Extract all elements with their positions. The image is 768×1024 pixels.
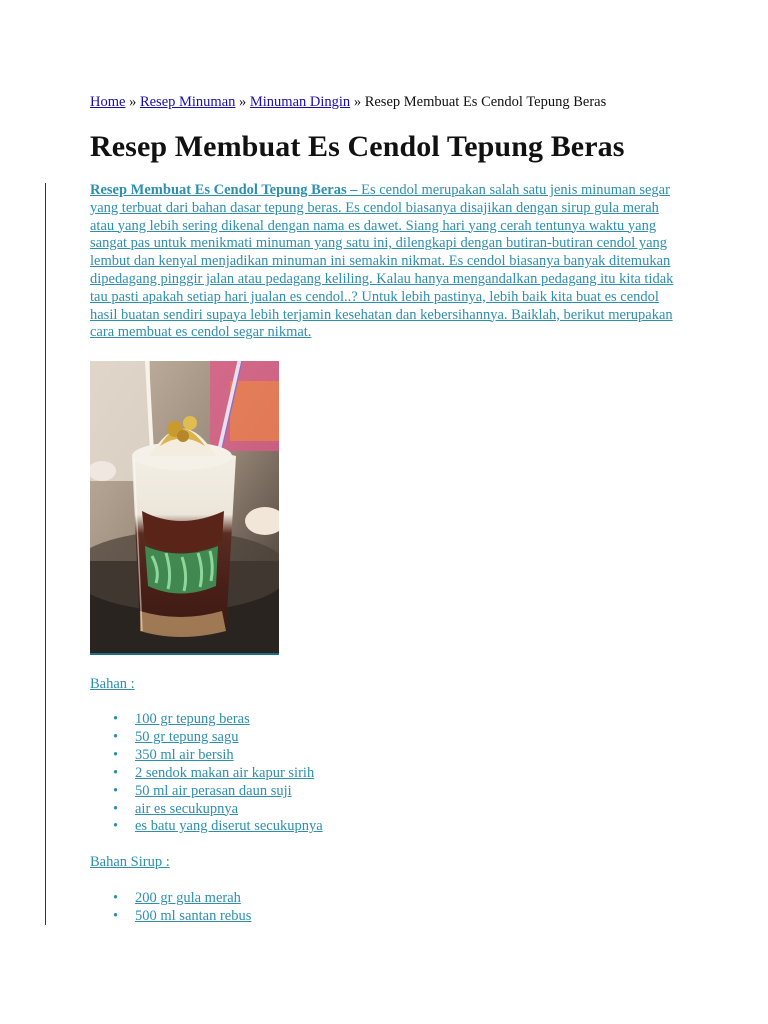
breadcrumb-separator: » xyxy=(239,94,247,110)
breadcrumb-current: Resep Membuat Es Cendol Tepung Beras xyxy=(364,94,607,110)
bahan-label[interactable]: Bahan : xyxy=(90,676,135,692)
bahan-list xyxy=(113,711,323,836)
breadcrumb-resep-minuman-link[interactable]: Resep Minuman xyxy=(139,94,236,110)
page-title: Resep Membuat Es Cendol Tepung Beras xyxy=(90,130,625,163)
list-item[interactable] xyxy=(113,818,323,836)
bullet-icon: • xyxy=(113,711,119,727)
list-item-text[interactable]: 200 gr gula merah xyxy=(135,890,241,906)
list-item-text[interactable]: 500 ml santan rebus xyxy=(135,907,252,924)
breadcrumb-separator: » xyxy=(129,94,137,110)
bullet-icon: • xyxy=(113,728,119,745)
list-item-text[interactable]: 50 gr tepung sagu xyxy=(135,728,239,745)
list-item-text[interactable]: 2 sendok makan air kapur sirih xyxy=(135,764,315,781)
list-item-text[interactable]: es batu yang diserut secukupnya xyxy=(135,818,323,835)
intro-paragraph[interactable] xyxy=(90,182,682,342)
es-cendol-photo xyxy=(90,361,279,655)
list-item-text[interactable]: 100 gr tepung beras xyxy=(135,711,250,727)
list-item-text[interactable]: 50 ml air perasan daun suji xyxy=(135,782,292,799)
breadcrumb-home-link[interactable]: Home xyxy=(90,94,126,110)
bullet-icon: • xyxy=(113,890,119,906)
bullet-icon: • xyxy=(113,764,119,781)
intro-body[interactable]: Es cendol merupakan salah satu jenis minuman segar yang terbuat dari bahan dasar tepung beras. Es cendol biasanya disajikan dengan sirup gula merah atau yang lebih sering dikenal dengan nama es dawet. Siang hari yang cerah tentunya waktu yang sangat pas untuk menikmati minuman yang satu ini, dilengkapi dengan butiran-butiran cendol yang lembut dan kenyal menjadikan minuman ini semakin nikmat. Es cendol biasanya banyak ditemukan dipedagang pinggir jalan atau pedagang keliling. Kalau hanya mengandalkan pedagang itu kita tidak tau pasti apakah setiap hari jualan es cendol..? Untuk lebih pastinya, lebih baik kita buat es cendol hasil buatan sendiri supaya lebih terjamin kesehatan dan kebersihannya. Baiklah, berikut merupakan cara membuat es cendol segar nikmat. xyxy=(90,182,674,341)
list-item[interactable] xyxy=(113,711,323,729)
list-item-text[interactable]: air es secukupnya xyxy=(135,800,239,817)
bullet-icon: • xyxy=(113,746,119,763)
list-item[interactable] xyxy=(113,729,323,747)
list-item-text[interactable]: 350 ml air bersih xyxy=(135,746,234,763)
list-item[interactable] xyxy=(113,783,323,801)
breadcrumb xyxy=(90,93,606,111)
bahan-sirup-list xyxy=(113,890,251,926)
list-item[interactable] xyxy=(113,747,323,765)
intro-lead[interactable]: Resep Membuat Es Cendol Tepung Beras – xyxy=(90,182,358,198)
breadcrumb-minuman-dingin-link[interactable]: Minuman Dingin xyxy=(249,94,351,110)
bullet-icon: • xyxy=(113,800,119,817)
breadcrumb-separator: » xyxy=(353,94,362,110)
bullet-icon: • xyxy=(113,818,119,835)
list-item[interactable] xyxy=(113,765,323,783)
list-item[interactable] xyxy=(113,801,323,819)
list-item[interactable] xyxy=(113,890,251,908)
bahan-sirup-label[interactable]: Bahan Sirup : xyxy=(90,854,170,870)
left-margin-rule xyxy=(45,183,46,925)
list-item[interactable] xyxy=(113,908,251,926)
bullet-icon: • xyxy=(113,907,119,924)
bullet-icon: • xyxy=(113,782,119,799)
